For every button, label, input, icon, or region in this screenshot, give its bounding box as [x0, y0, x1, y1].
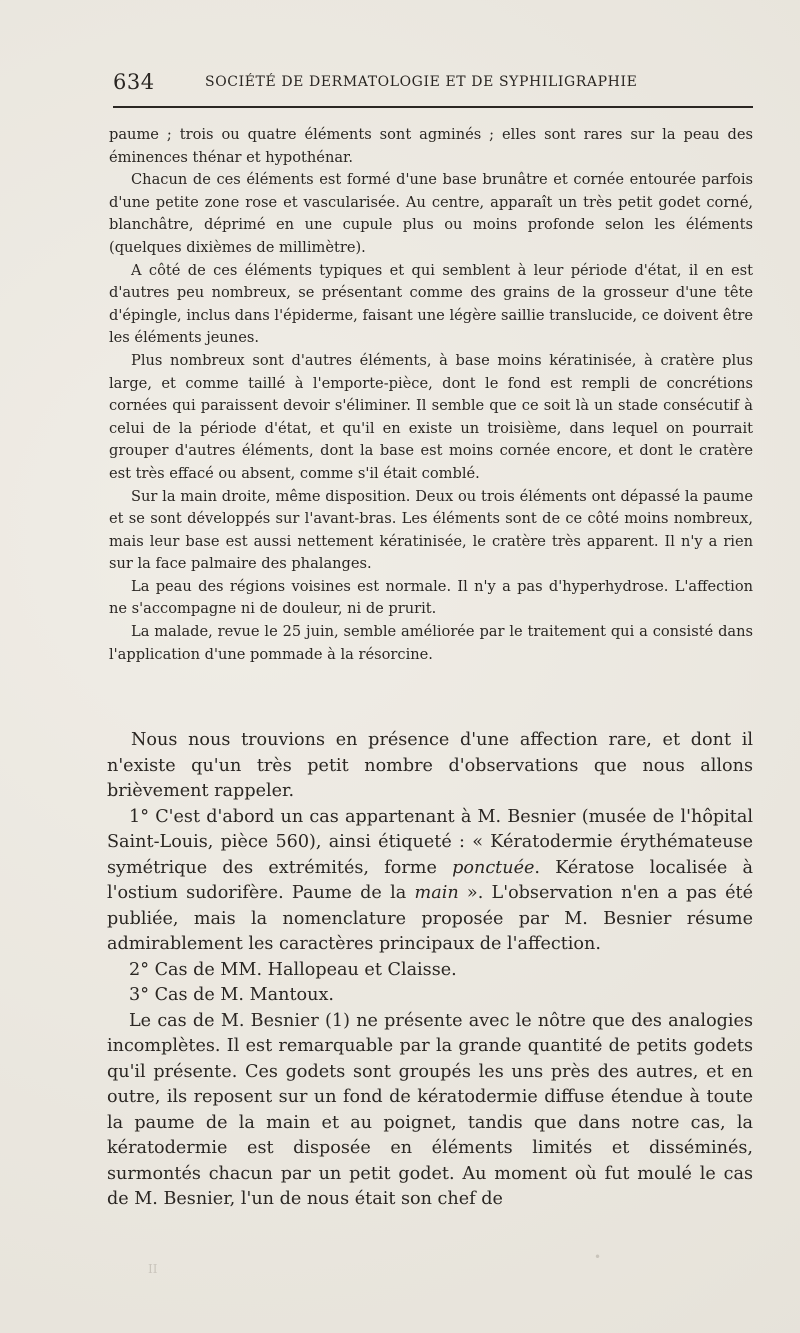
paragraph-besnier-case	[107, 805, 753, 958]
discussion-text	[107, 728, 753, 1213]
page-number: 634	[113, 70, 155, 94]
paragraph-skin: La peau des régions voisines est normale. Il n'y a pas d'hyperhydrose. L'affection ne s'accompagne ni de douleur, ni de prurit.	[109, 577, 753, 618]
paragraph-rare-affection: Nous nous trouvions en présence d'une affection rare, et dont il n'existe qu'un très petit nombre d'observations que nous allons brièvement rappeler.	[107, 730, 753, 801]
besnier-text-before: 1° C'est d'abord un cas appartenant à M. Besnier (musée de l'hôpital Saint-Louis, pièce 560), ainsi étiqueté : « Kératodermie érythémateuse symétrique des extrémités, forme	[107, 806, 753, 878]
paragraph-follow-up: La malade, revue le 25 juin, semble améliorée par le traitement qui a consisté dans l'application d'une pommade à la résorcine.	[109, 623, 753, 663]
paragraph-paume: paume ; trois ou quatre éléments sont agminés ; elles sont rares sur la peau des éminences thénar et hypothénar.	[109, 126, 753, 166]
paragraph-hallopeau-case: 2° Cas de MM. Hallopeau et Claisse.	[129, 959, 457, 980]
paragraph-typical-elements: A côté de ces éléments typiques et qui semblent à leur période d'état, il en est d'autres peu nombreux, se présentant comme des grains de la grosseur d'une tête d'épingle, inclus dans l'épiderme, faisant une légère saillie translucide, ce doivent être les éléments jeunes.	[109, 261, 753, 347]
paragraph-mantoux-case: 3° Cas de M. Mantoux.	[129, 985, 334, 1005]
paragraph-elements: Chacun de ces éléments est formé d'une base brunâtre et cornée entourée parfois d'une petite zone rose et vascularisée. Au centre, apparaît un très petit godet corné, blanchâtre, déprimé en une cupule plus ou moins profonde selon les éléments (quelques dixièmes de millimètre).	[109, 171, 753, 256]
faint-page-mark: II	[148, 1262, 158, 1276]
ponctuee-italic: ponctuée	[452, 857, 535, 878]
paragraph-comparison: Le cas de M. Besnier (1) ne présente avec le nôtre que des analogies incomplètes. Il est remarquable par la grande quantité de petits godets qu'il présente. Ces godets sont groupés les uns près des autres, et en outre, ils reposent sur un fond de kératodermie diffuse étendue à toute la paume de la main et au poignet, tandis que dans notre cas, la kératodermie est disposée en éléments limités et disséminés, surmontés chacun par un petit godet. Au moment où fut moulé le cas de M. Besnier, l'un de nous était son chef de	[107, 1010, 753, 1209]
besnier-text-middle: . Kératose localisée à l'ostium sudorifère. Paume de la	[107, 857, 753, 903]
paragraph-right-hand: Sur la main droite, même disposition. Deux ou trois éléments ont dépassé la paume et se sont développés sur l'avant-bras. Les éléments sont de ce côté moins nombreux, mais leur base est aussi nettement kératinisée, le cratère très apparent. Il n'y a rien sur la face palmaire des phalanges.	[109, 487, 753, 573]
main-italic: main	[414, 883, 459, 903]
besnier-text-after: ». L'observation n'en a pas été publiée, mais la nomenclature proposée par M. Besnier résume admirablement les caractères principaux de l'affection.	[107, 883, 753, 954]
faint-dot: •	[594, 1250, 602, 1264]
observation-text	[109, 124, 753, 666]
paragraph-other-elements: Plus nombreux sont d'autres éléments, à base moins kératinisée, à cratère plus large, et comme taillé à l'emporte-pièce, dont le fond est rempli de concrétions cornées qui paraissent devoir s'éliminer. Il semble que ce soit là un stade consécutif à celui de la période d'état, et qu'il en existe un troisième, dans lequel on pourrait grouper d'autres éléments, dont la base est moins cornée encore, et dont le cratère est très effacé ou absent, comme s'il était comblé.	[109, 351, 753, 482]
running-title: SOCIÉTÉ DE DERMATOLOGIE ET DE SYPHILIGRAPHIE	[205, 74, 638, 90]
header-rule	[113, 106, 753, 108]
page-header	[113, 70, 753, 96]
